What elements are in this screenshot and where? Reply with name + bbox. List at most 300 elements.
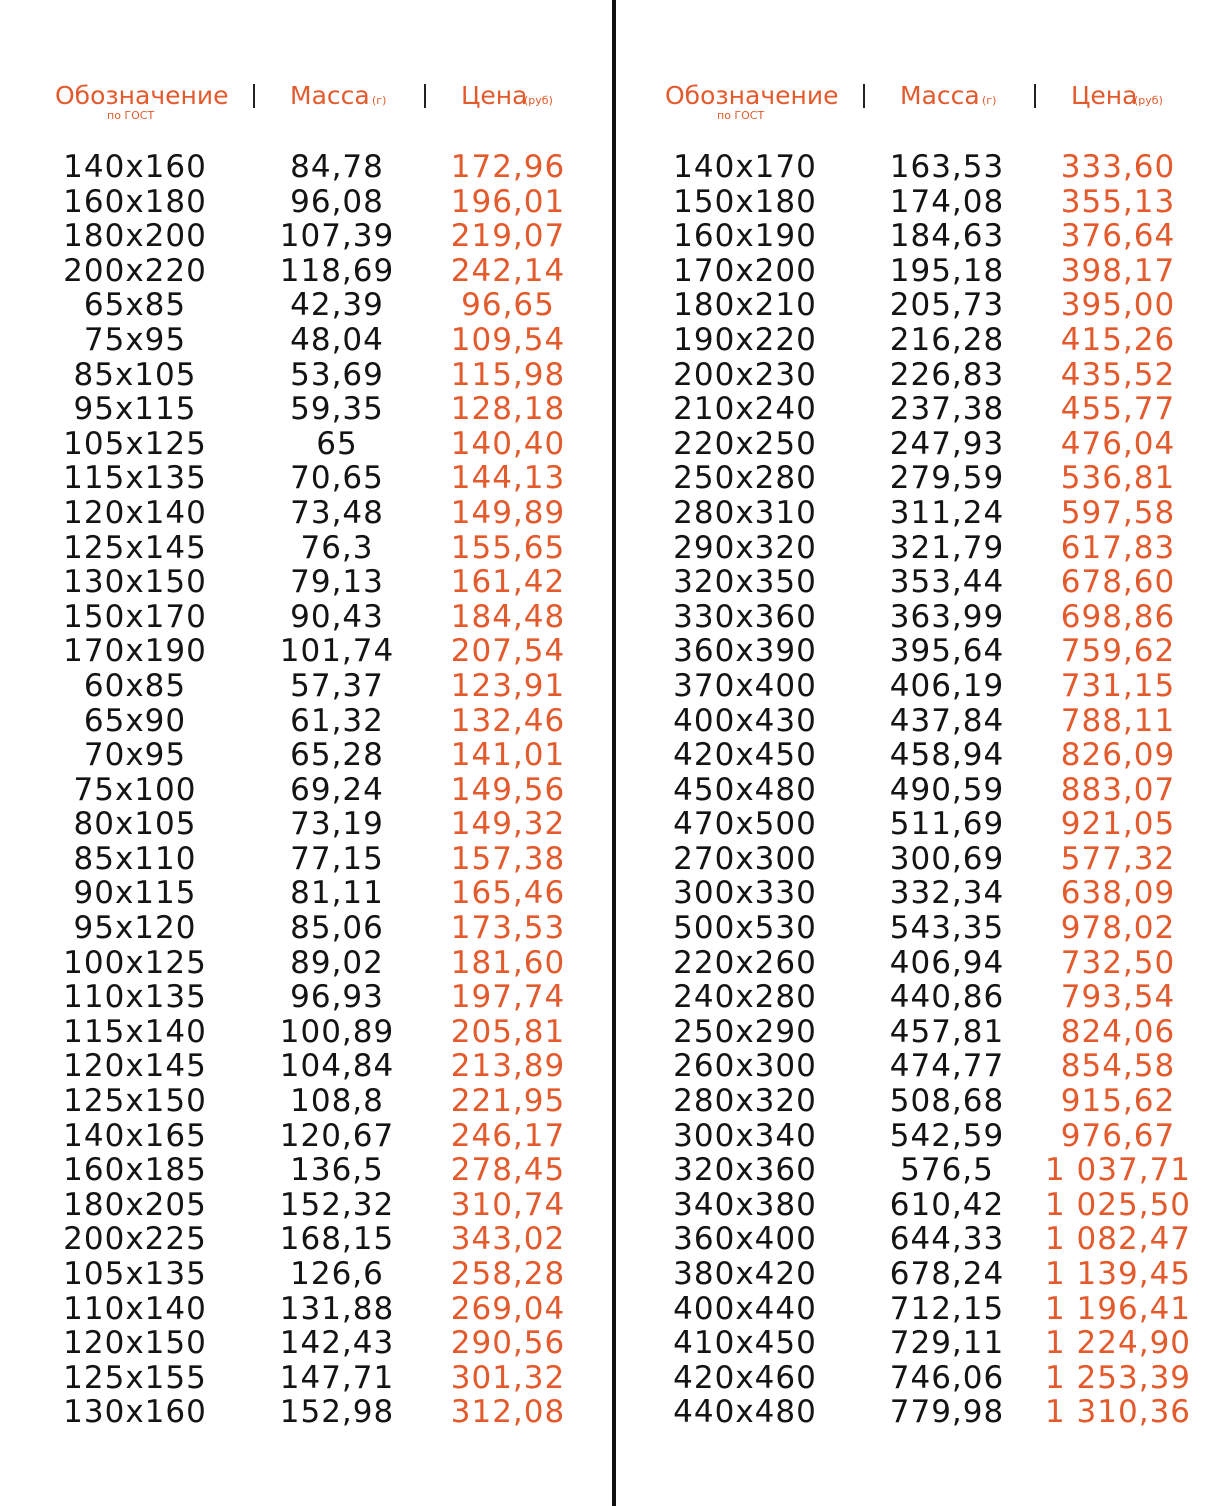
price-cell: 301,32 — [450, 1359, 566, 1396]
table-row — [610, 392, 1210, 427]
size-cell: 190x220 — [673, 321, 817, 358]
price-cell: 219,07 — [450, 218, 566, 255]
price-cell: 732,50 — [1060, 944, 1176, 981]
mass-cell: 147,71 — [279, 1359, 395, 1396]
size-cell: 120x140 — [63, 494, 207, 531]
price-cell: 883,07 — [1060, 771, 1176, 808]
price-cell: 1 139,45 — [1044, 1256, 1192, 1292]
price-cell: 141,01 — [450, 737, 566, 774]
mass-cell: 195,18 — [889, 252, 1005, 289]
mass-cell: 131,88 — [279, 1290, 395, 1327]
size-cell: 330x360 — [673, 598, 817, 635]
table-row — [610, 1015, 1210, 1050]
table-row — [0, 323, 600, 358]
price-cell: 577,32 — [1060, 840, 1176, 877]
table-row — [0, 185, 600, 220]
size-cell: 105x135 — [63, 1256, 207, 1292]
price-cell: 398,17 — [1060, 252, 1176, 289]
size-cell: 200x220 — [63, 252, 207, 289]
size-cell: 150x180 — [673, 183, 817, 220]
size-cell: 420x460 — [673, 1359, 817, 1396]
table-row — [610, 150, 1210, 185]
size-cell: 500x530 — [673, 910, 817, 947]
table-row — [610, 323, 1210, 358]
mass-cell: 59,35 — [290, 391, 384, 428]
table-row — [0, 1084, 600, 1119]
table-row — [0, 1222, 600, 1257]
size-cell: 360x400 — [673, 1221, 817, 1258]
header-price: Цена — [1071, 81, 1138, 110]
mass-cell: 729,11 — [889, 1325, 1005, 1362]
size-cell: 125x145 — [63, 529, 207, 566]
mass-cell: 576,5 — [900, 1152, 994, 1189]
price-cell: 184,48 — [450, 598, 566, 635]
header-mass: Масса — [290, 81, 370, 110]
size-cell: 320x350 — [673, 564, 817, 601]
table-row — [0, 461, 600, 496]
size-cell: 120x150 — [63, 1325, 207, 1362]
size-cell: 340x380 — [673, 1186, 817, 1223]
mass-cell: 511,69 — [889, 806, 1005, 843]
table-row — [0, 219, 600, 254]
mass-cell: 457,81 — [889, 1013, 1005, 1050]
price-cell: 1 196,41 — [1044, 1290, 1192, 1327]
price-table-right — [610, 78, 1210, 1458]
mass-cell: 104,84 — [279, 1048, 395, 1085]
table-row — [0, 288, 600, 323]
mass-cell: 120,67 — [279, 1117, 395, 1154]
price-cell: 976,67 — [1060, 1117, 1176, 1154]
price-cell: 415,26 — [1060, 321, 1176, 358]
table-row — [0, 738, 600, 773]
table-row — [610, 704, 1210, 739]
price-cell: 1 224,90 — [1044, 1325, 1192, 1362]
price-cell: 213,89 — [450, 1048, 566, 1085]
table-row — [0, 980, 600, 1015]
price-cell: 149,56 — [450, 771, 566, 808]
size-cell: 95x120 — [73, 910, 197, 947]
mass-cell: 152,98 — [279, 1394, 395, 1431]
price-cell: 197,74 — [450, 979, 566, 1016]
mass-cell: 678,24 — [889, 1256, 1005, 1292]
size-cell: 140x160 — [63, 149, 207, 185]
size-cell: 280x320 — [673, 1083, 817, 1120]
price-cell: 115,98 — [450, 356, 566, 393]
table-row — [0, 876, 600, 911]
table-row — [610, 219, 1210, 254]
size-cell: 280x310 — [673, 494, 817, 531]
size-cell: 250x280 — [673, 460, 817, 497]
price-cell: 854,58 — [1060, 1048, 1176, 1085]
header-mass-unit: (г) — [982, 94, 997, 107]
price-cell: 221,95 — [450, 1083, 566, 1120]
price-cell: 376,64 — [1060, 218, 1176, 255]
mass-cell: 73,48 — [290, 494, 384, 531]
size-cell: 260x300 — [673, 1048, 817, 1085]
mass-cell: 57,37 — [290, 667, 384, 704]
size-cell: 115x140 — [63, 1013, 207, 1050]
price-cell: 140,40 — [450, 425, 566, 462]
mass-cell: 237,38 — [889, 391, 1005, 428]
table-row — [610, 669, 1210, 704]
price-cell: 290,56 — [450, 1325, 566, 1362]
table-row — [610, 1188, 1210, 1223]
header-designation: Обозначение — [55, 81, 229, 110]
size-cell: 370x400 — [673, 667, 817, 704]
price-cell: 109,54 — [450, 321, 566, 358]
size-cell: 420x450 — [673, 737, 817, 774]
mass-cell: 779,98 — [889, 1394, 1005, 1431]
table-row — [0, 358, 600, 393]
table-row — [610, 496, 1210, 531]
size-cell: 200x225 — [63, 1221, 207, 1258]
price-cell: 269,04 — [450, 1290, 566, 1327]
mass-cell: 746,06 — [889, 1359, 1005, 1396]
size-cell: 160x185 — [63, 1152, 207, 1189]
size-cell: 360x390 — [673, 633, 817, 670]
size-cell: 120x145 — [63, 1048, 207, 1085]
price-cell: 312,08 — [450, 1394, 566, 1431]
mass-cell: 437,84 — [889, 702, 1005, 739]
size-cell: 180x210 — [673, 287, 817, 324]
mass-cell: 65 — [316, 425, 358, 462]
mass-cell: 279,59 — [889, 460, 1005, 497]
mass-cell: 712,15 — [889, 1290, 1005, 1327]
price-cell: 1 253,39 — [1044, 1359, 1192, 1396]
size-cell: 450x480 — [673, 771, 817, 808]
mass-cell: 474,77 — [889, 1048, 1005, 1085]
mass-cell: 76,3 — [300, 529, 374, 566]
table-row — [0, 1292, 600, 1327]
size-cell: 110x135 — [63, 979, 207, 1016]
price-cell: 1 082,47 — [1044, 1221, 1192, 1258]
size-cell: 125x150 — [63, 1083, 207, 1120]
price-cell: 333,60 — [1060, 149, 1176, 185]
size-cell: 290x320 — [673, 529, 817, 566]
size-cell: 90x115 — [73, 875, 197, 912]
size-cell: 100x125 — [63, 944, 207, 981]
size-cell: 250x290 — [673, 1013, 817, 1050]
table-row — [0, 1257, 600, 1292]
price-cell: 476,04 — [1060, 425, 1176, 462]
header-price-unit: (руб) — [524, 94, 553, 107]
price-cell: 155,65 — [450, 529, 566, 566]
price-cell: 435,52 — [1060, 356, 1176, 393]
table-row — [610, 946, 1210, 981]
mass-cell: 205,73 — [889, 287, 1005, 324]
size-cell: 80x105 — [73, 806, 197, 843]
table-row — [0, 1361, 600, 1396]
size-cell: 210x240 — [673, 391, 817, 428]
table-row — [610, 1361, 1210, 1396]
table-row — [0, 392, 600, 427]
size-cell: 150x170 — [63, 598, 207, 635]
size-cell: 300x330 — [673, 875, 817, 912]
price-cell: 1 037,71 — [1044, 1152, 1192, 1189]
price-cell: 824,06 — [1060, 1013, 1176, 1050]
price-cell: 157,38 — [450, 840, 566, 877]
table-row — [610, 1084, 1210, 1119]
header-designation-sub: по ГОСТ — [717, 109, 765, 122]
table-row — [610, 1395, 1210, 1430]
mass-cell: 142,43 — [279, 1325, 395, 1362]
price-cell: 698,86 — [1060, 598, 1176, 635]
mass-cell: 107,39 — [279, 218, 395, 255]
mass-cell: 542,59 — [889, 1117, 1005, 1154]
table-row — [610, 531, 1210, 566]
table-row — [0, 773, 600, 808]
header-designation: Обозначение — [665, 81, 839, 110]
price-cell: 343,02 — [450, 1221, 566, 1258]
table-row — [0, 842, 600, 877]
table-row — [610, 1222, 1210, 1257]
mass-cell: 136,5 — [290, 1152, 384, 1189]
header-mass: Масса — [900, 81, 980, 110]
price-cell: 96,65 — [461, 287, 555, 324]
price-cell: 395,00 — [1060, 287, 1176, 324]
table-row — [610, 1292, 1210, 1327]
price-cell: 788,11 — [1060, 702, 1176, 739]
table-body — [610, 150, 1210, 1430]
table-header — [610, 78, 1210, 138]
price-cell: 128,18 — [450, 391, 566, 428]
mass-cell: 73,19 — [290, 806, 384, 843]
header-separator — [863, 84, 865, 108]
size-cell: 130x150 — [63, 564, 207, 601]
size-cell: 220x250 — [673, 425, 817, 462]
size-cell: 85x110 — [73, 840, 197, 877]
size-cell: 240x280 — [673, 979, 817, 1016]
mass-cell: 610,42 — [889, 1186, 1005, 1223]
size-cell: 410x450 — [673, 1325, 817, 1362]
mass-cell: 321,79 — [889, 529, 1005, 566]
table-header — [0, 78, 600, 138]
header-price-unit: (руб) — [1134, 94, 1163, 107]
mass-cell: 163,53 — [889, 149, 1005, 185]
size-cell: 95x115 — [73, 391, 197, 428]
table-row — [610, 1257, 1210, 1292]
size-cell: 85x105 — [73, 356, 197, 393]
table-row — [0, 1119, 600, 1154]
size-cell: 170x200 — [673, 252, 817, 289]
table-row — [0, 807, 600, 842]
table-row — [0, 1049, 600, 1084]
mass-cell: 406,19 — [889, 667, 1005, 704]
table-row — [610, 254, 1210, 289]
price-cell: 793,54 — [1060, 979, 1176, 1016]
size-cell: 300x340 — [673, 1117, 817, 1154]
table-row — [610, 461, 1210, 496]
size-cell: 75x100 — [73, 771, 197, 808]
header-separator — [1034, 84, 1036, 108]
table-row — [610, 1326, 1210, 1361]
size-cell: 140x165 — [63, 1117, 207, 1154]
price-cell: 165,46 — [450, 875, 566, 912]
table-row — [0, 704, 600, 739]
size-cell: 130x160 — [63, 1394, 207, 1431]
mass-cell: 247,93 — [889, 425, 1005, 462]
size-cell: 470x500 — [673, 806, 817, 843]
table-row — [0, 427, 600, 462]
table-row — [610, 565, 1210, 600]
size-cell: 60x85 — [83, 667, 187, 704]
mass-cell: 490,59 — [889, 771, 1005, 808]
mass-cell: 406,94 — [889, 944, 1005, 981]
size-cell: 180x205 — [63, 1186, 207, 1223]
header-mass-unit: (г) — [372, 94, 387, 107]
size-cell: 270x300 — [673, 840, 817, 877]
table-row — [610, 842, 1210, 877]
table-row — [610, 911, 1210, 946]
size-cell: 160x180 — [63, 183, 207, 220]
price-cell: 242,14 — [450, 252, 566, 289]
table-row — [610, 288, 1210, 323]
size-cell: 110x140 — [63, 1290, 207, 1327]
table-row — [0, 565, 600, 600]
mass-cell: 89,02 — [290, 944, 384, 981]
table-row — [610, 773, 1210, 808]
size-cell: 70x95 — [83, 737, 187, 774]
price-cell: 144,13 — [450, 460, 566, 497]
price-cell: 161,42 — [450, 564, 566, 601]
table-row — [0, 1188, 600, 1223]
price-cell: 172,96 — [450, 149, 566, 185]
size-cell: 125x155 — [63, 1359, 207, 1396]
price-cell: 278,45 — [450, 1152, 566, 1189]
mass-cell: 184,63 — [889, 218, 1005, 255]
table-body — [0, 150, 600, 1430]
mass-cell: 77,15 — [290, 840, 384, 877]
price-cell: 1 310,36 — [1044, 1394, 1192, 1431]
mass-cell: 96,08 — [290, 183, 384, 220]
size-cell: 65x85 — [83, 287, 187, 324]
header-separator — [253, 84, 255, 108]
mass-cell: 90,43 — [290, 598, 384, 635]
price-cell: 246,17 — [450, 1117, 566, 1154]
mass-cell: 61,32 — [290, 702, 384, 739]
header-separator — [424, 84, 426, 108]
price-cell: 181,60 — [450, 944, 566, 981]
size-cell: 105x125 — [63, 425, 207, 462]
mass-cell: 311,24 — [889, 494, 1005, 531]
price-cell: 1 025,50 — [1044, 1186, 1192, 1223]
size-cell: 140x170 — [673, 149, 817, 185]
table-row — [0, 254, 600, 289]
header-price: Цена — [461, 81, 528, 110]
mass-cell: 79,13 — [290, 564, 384, 601]
size-cell: 180x200 — [63, 218, 207, 255]
price-cell: 638,09 — [1060, 875, 1176, 912]
size-cell: 440x480 — [673, 1394, 817, 1431]
table-row — [0, 1395, 600, 1430]
mass-cell: 101,74 — [279, 633, 395, 670]
mass-cell: 174,08 — [889, 183, 1005, 220]
mass-cell: 108,8 — [290, 1083, 384, 1120]
table-row — [610, 738, 1210, 773]
price-cell: 915,62 — [1060, 1083, 1176, 1120]
price-cell: 617,83 — [1060, 529, 1176, 566]
table-row — [610, 1153, 1210, 1188]
mass-cell: 48,04 — [290, 321, 384, 358]
price-cell: 132,46 — [450, 702, 566, 739]
price-cell: 759,62 — [1060, 633, 1176, 670]
table-row — [0, 1153, 600, 1188]
price-cell: 196,01 — [450, 183, 566, 220]
table-row — [0, 1326, 600, 1361]
mass-cell: 126,6 — [290, 1256, 384, 1292]
table-row — [610, 980, 1210, 1015]
mass-cell: 100,89 — [279, 1013, 395, 1050]
price-cell: 355,13 — [1060, 183, 1176, 220]
price-cell: 731,15 — [1060, 667, 1176, 704]
table-row — [0, 669, 600, 704]
mass-cell: 363,99 — [889, 598, 1005, 635]
price-cell: 149,89 — [450, 494, 566, 531]
price-cell: 258,28 — [450, 1256, 566, 1292]
table-row — [0, 150, 600, 185]
mass-cell: 42,39 — [290, 287, 384, 324]
price-cell: 205,81 — [450, 1013, 566, 1050]
mass-cell: 81,11 — [290, 875, 384, 912]
table-row — [610, 427, 1210, 462]
table-row — [610, 600, 1210, 635]
header-designation-sub: по ГОСТ — [107, 109, 155, 122]
mass-cell: 152,32 — [279, 1186, 395, 1223]
table-row — [0, 496, 600, 531]
table-row — [0, 1015, 600, 1050]
price-cell: 826,09 — [1060, 737, 1176, 774]
price-cell: 455,77 — [1060, 391, 1176, 428]
price-cell: 310,74 — [450, 1186, 566, 1223]
price-cell: 678,60 — [1060, 564, 1176, 601]
price-cell: 173,53 — [450, 910, 566, 947]
size-cell: 170x190 — [63, 633, 207, 670]
table-row — [610, 358, 1210, 393]
mass-cell: 644,33 — [889, 1221, 1005, 1258]
mass-cell: 440,86 — [889, 979, 1005, 1016]
table-row — [0, 634, 600, 669]
size-cell: 220x260 — [673, 944, 817, 981]
table-row — [610, 807, 1210, 842]
mass-cell: 458,94 — [889, 737, 1005, 774]
table-row — [0, 531, 600, 566]
mass-cell: 332,34 — [889, 875, 1005, 912]
table-row — [610, 634, 1210, 669]
table-row — [0, 946, 600, 981]
size-cell: 115x135 — [63, 460, 207, 497]
size-cell: 400x440 — [673, 1290, 817, 1327]
mass-cell: 69,24 — [290, 771, 384, 808]
mass-cell: 118,69 — [279, 252, 395, 289]
table-row — [610, 1119, 1210, 1154]
price-cell: 207,54 — [450, 633, 566, 670]
mass-cell: 168,15 — [279, 1221, 395, 1258]
mass-cell: 508,68 — [889, 1083, 1005, 1120]
mass-cell: 65,28 — [290, 737, 384, 774]
mass-cell: 395,64 — [889, 633, 1005, 670]
price-cell: 978,02 — [1060, 910, 1176, 947]
mass-cell: 353,44 — [889, 564, 1005, 601]
size-cell: 75x95 — [83, 321, 187, 358]
mass-cell: 84,78 — [290, 149, 384, 185]
size-cell: 65x90 — [83, 702, 187, 739]
price-table-left — [0, 78, 600, 1458]
size-cell: 200x230 — [673, 356, 817, 393]
mass-cell: 216,28 — [889, 321, 1005, 358]
price-cell: 921,05 — [1060, 806, 1176, 843]
mass-cell: 85,06 — [290, 910, 384, 947]
price-cell: 149,32 — [450, 806, 566, 843]
